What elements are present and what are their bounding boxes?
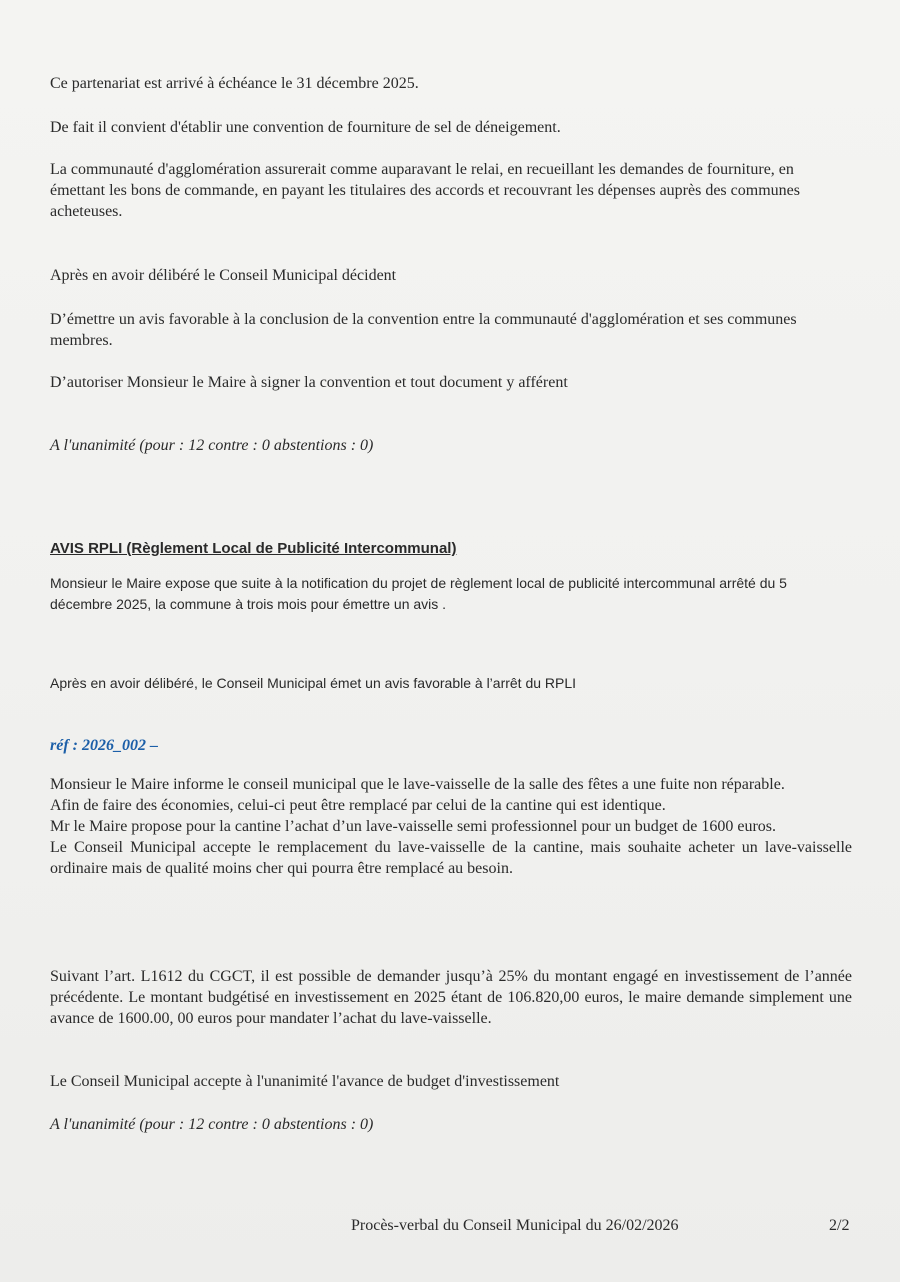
paragraph-rpli-avis: Après en avoir délibéré, le Conseil Municipal émet un avis favorable à l’arrêt du RPLI: [50, 675, 577, 691]
paragraph-rpli-expose: Monsieur le Maire expose que suite à la notification du projet de règlement local de publicité intercommunal arrêté du 5 décembre 2025, la commune à trois mois pour émettre un avis .: [50, 575, 787, 612]
text-line: Mr le Maire propose pour la cantine l’achat d’un lave-vaisselle semi professionnel pour un budget de 1600 euros.: [50, 818, 777, 835]
paragraph-cgct: Suivant l’art. L1612 du CGCT, il est possible de demander jusqu’à 25% du montant engagé en investissement de l’année précédente. Le montant budgétisé en investissement en 2025 étant de 106.820,00 euros, le maire demande simplement une avance de 1600.00, 00 euros pour mandater l’achat du lave-vaisselle.: [50, 968, 852, 1027]
vote-result-1: A l'unanimité (pour : 12 contre : 0 abstentions : 0): [50, 437, 374, 454]
page-number: 2/2: [829, 1217, 850, 1234]
section-heading-rpli: AVIS RPLI (Règlement Local de Publicité Intercommunal): [50, 540, 457, 557]
text-line: Le Conseil Municipal accepte le remplacement du lave-vaisselle de la cantine, mais souhaite acheter un lave-vaisselle ordinaire mais de qualité moins cher qui pourra être remplacé au besoin.: [50, 839, 852, 877]
paragraph-autorisation: D’autoriser Monsieur le Maire à signer la convention et tout document y afférent: [50, 374, 568, 391]
footer-title: Procès-verbal du Conseil Municipal du 26/02/2026: [351, 1217, 679, 1234]
paragraph-communaute: La communauté d'agglomération assurerait comme auparavant le relai, en recueillant les demandes de fourniture, en émettant les bons de commande, en payant les titulaires des accords et recouvrant les dépenses auprès des communes acheteuses.: [50, 161, 800, 220]
paragraph-lave-vaisselle: [50, 774, 852, 879]
paragraph-avance-budget: Le Conseil Municipal accepte à l'unanimité l'avance de budget d'investissement: [50, 1073, 560, 1090]
paragraph-deliberation: Après en avoir délibéré le Conseil Municipal décident: [50, 267, 397, 284]
paragraph-convention: De fait il convient d'établir une convention de fourniture de sel de déneigement.: [50, 119, 561, 136]
text-line: Afin de faire des économies, celui-ci peut être remplacé par celui de la cantine qui est identique.: [50, 797, 666, 814]
paragraph-avis-favorable: D’émettre un avis favorable à la conclusion de la convention entre la communauté d'agglomération et ses communes membres.: [50, 311, 797, 349]
vote-result-2: A l'unanimité (pour : 12 contre : 0 abstentions : 0): [50, 1116, 374, 1133]
text-line: Monsieur le Maire informe le conseil municipal que le lave-vaisselle de la salle des fêtes a une fuite non réparable.: [50, 776, 785, 793]
reference-label: réf : 2026_002 –: [50, 737, 158, 754]
paragraph-echeance: Ce partenariat est arrivé à échéance le 31 décembre 2025.: [50, 75, 419, 92]
